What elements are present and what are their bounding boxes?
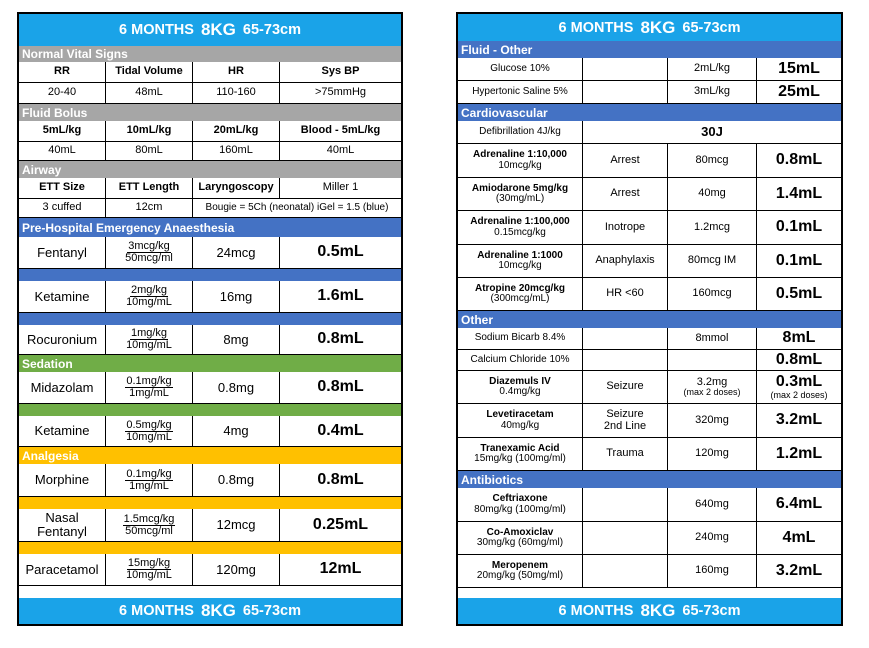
antibiotic-indication xyxy=(583,488,668,522)
cardio-drug xyxy=(458,178,583,211)
drug-fraction xyxy=(106,325,193,355)
cardio-drug xyxy=(458,211,583,245)
fluid-row-hypertonic xyxy=(458,81,841,104)
other-dose xyxy=(668,350,757,371)
drug-rate: 2mg/kg xyxy=(130,284,168,296)
cardio-row xyxy=(458,211,841,245)
cardio-dose: 1.2mcg xyxy=(668,211,757,245)
drug-fraction xyxy=(106,554,193,586)
other-row xyxy=(458,371,841,404)
other-dose-value: 3.2mg xyxy=(696,375,728,388)
length-label: 65-73cm xyxy=(242,22,301,38)
antibiotic-name: Meropenem xyxy=(491,559,549,571)
drug-fraction xyxy=(106,372,193,404)
antibiotic-drug xyxy=(458,555,583,588)
drug-volume: 1.6mL xyxy=(280,281,401,313)
other-indication xyxy=(583,328,668,350)
drug-rate: 0.1mg/kg xyxy=(126,467,172,480)
fluid-volume: 15mL xyxy=(757,58,841,81)
other-volume-note: (max 2 doses) xyxy=(770,389,828,400)
other-indication-text: Trauma xyxy=(606,447,644,460)
antibiotic-indication xyxy=(583,522,668,555)
drug-dose: 0.8mg xyxy=(193,464,280,497)
fluid-dose: 2mL/kg xyxy=(668,58,757,81)
antibiotic-name: Co-Amoxiclav xyxy=(486,526,554,538)
sedation-spacer xyxy=(19,404,401,416)
bottom-banner-right xyxy=(458,598,841,624)
drug-row-fentanyl xyxy=(19,237,401,269)
cardio-indication: Arrest xyxy=(583,144,668,178)
other-volume xyxy=(757,371,841,404)
drug-row-ketamine-sedation xyxy=(19,416,401,447)
antibiotic-volume: 3.2mL xyxy=(757,555,841,588)
other-section-header: Other xyxy=(458,311,841,328)
vitals-header: HR xyxy=(193,62,280,83)
analgesia-spacer xyxy=(19,497,401,509)
airway-value: 3 cuffed xyxy=(19,199,106,218)
weight-label: 8KG xyxy=(200,20,236,39)
fluid-volume: 25mL xyxy=(757,81,841,104)
drug-concentration: 10mg/mL xyxy=(126,339,172,351)
age-label: 6 MONTHS xyxy=(119,22,194,38)
fluid-row-glucose xyxy=(458,58,841,81)
vitals-header-row xyxy=(19,62,401,83)
airway-value-row xyxy=(19,199,401,218)
defib-row xyxy=(458,121,841,144)
airway-header: Miller 1 xyxy=(280,178,401,199)
airway-value: 12cm xyxy=(106,199,193,218)
drug-rate: 3mcg/kg xyxy=(128,240,170,252)
cardio-drug xyxy=(458,245,583,278)
cardio-row xyxy=(458,245,841,278)
drug-fraction xyxy=(106,464,193,497)
top-banner-right xyxy=(458,14,841,41)
length-label: 65-73cm xyxy=(682,19,741,36)
cardio-drug-dose-rate: (30mg/mL) xyxy=(495,193,545,204)
drug-concentration: 50mcg/ml xyxy=(125,252,173,264)
antibiotic-drug xyxy=(458,488,583,522)
bolus-value: 40mL xyxy=(19,142,106,161)
antibiotic-drug xyxy=(458,522,583,555)
other-volume xyxy=(757,404,841,438)
age-label: 6 MONTHS xyxy=(558,19,634,36)
fluid-name: Hypertonic Saline 5% xyxy=(458,81,583,104)
cardio-drug xyxy=(458,278,583,311)
cardio-drug-dose-rate: 10mcg/kg xyxy=(498,159,542,171)
cardio-drug-dose-rate: 10mcg/kg xyxy=(498,260,542,271)
drug-rate: 15mg/kg xyxy=(127,557,171,569)
cardio-drug-dose-rate: 0.15mcg/kg xyxy=(494,226,546,238)
other-drug-name: Tranexamic Acid xyxy=(480,442,560,454)
bolus-value: 160mL xyxy=(193,142,280,161)
cardio-volume: 0.8mL xyxy=(757,144,841,178)
age-label: 6 MONTHS xyxy=(119,603,194,619)
other-dose xyxy=(668,404,757,438)
cardio-drug-name: Adrenaline 1:1000 xyxy=(477,249,563,261)
cardio-row xyxy=(458,144,841,178)
fluid-indication xyxy=(583,58,668,81)
left-card xyxy=(17,12,403,626)
other-drug xyxy=(458,438,583,471)
antibiotic-dose: 160mg xyxy=(668,555,757,588)
bolus-header: 5mL/kg xyxy=(19,121,106,142)
other-volume-value: 1.2mL xyxy=(775,444,823,462)
other-indication xyxy=(583,371,668,404)
cardio-drug xyxy=(458,144,583,178)
drug-rate: 0.5mg/kg xyxy=(126,418,172,431)
drug-rate: 0.1mg/kg xyxy=(126,375,172,387)
drug-name: Morphine xyxy=(19,464,106,497)
sedation-section-header: Sedation xyxy=(19,355,401,372)
drug-concentration: 1mg/mL xyxy=(129,387,169,399)
drug-rate: 1.5mcg/kg xyxy=(123,512,175,525)
drug-volume: 0.8mL xyxy=(280,464,401,497)
cardio-indication: HR <60 xyxy=(583,278,668,311)
length-label: 65-73cm xyxy=(242,603,301,619)
right-card xyxy=(456,12,843,626)
phea-spacer xyxy=(19,313,401,325)
other-volume: 8mL xyxy=(757,328,841,350)
antibiotic-volume: 4mL xyxy=(757,522,841,555)
other-dose-note: (max 2 doses) xyxy=(683,387,741,398)
top-banner-left xyxy=(19,14,401,46)
cardiovascular-section-header: Cardiovascular xyxy=(458,104,841,121)
other-drug-name: Sodium Bicarb 8.4% xyxy=(458,328,583,350)
cardio-drug-name: Adrenaline 1:100,000 xyxy=(470,216,570,227)
drug-name: Fentanyl xyxy=(19,237,106,269)
vitals-value-row xyxy=(19,83,401,104)
other-drug-dose-rate: 0.4mg/kg xyxy=(499,386,541,397)
antibiotics-section-header: Antibiotics xyxy=(458,471,841,488)
cardio-dose: 40mg xyxy=(668,178,757,211)
vitals-header: Tidal Volume xyxy=(106,62,193,83)
length-label: 65-73cm xyxy=(682,603,741,619)
drug-dose: 120mg xyxy=(193,554,280,586)
bolus-header-row xyxy=(19,121,401,142)
antibiotic-row xyxy=(458,555,841,588)
vitals-header: RR xyxy=(19,62,106,83)
phea-section-header: Pre-Hospital Emergency Anaesthesia xyxy=(19,218,401,237)
other-drug-name: Diazemuls IV xyxy=(489,375,551,387)
vitals-value: >75mmHg xyxy=(280,83,401,104)
cardio-drug-name: Amiodarone 5mg/kg xyxy=(471,182,569,194)
other-volume-value: 3.2mL xyxy=(775,411,823,429)
other-drug-dose-rate: 15mg/kg (100mg/ml) xyxy=(474,453,566,464)
other-drug-name: Levetiracetam xyxy=(486,409,554,420)
drug-rate: 1mg/kg xyxy=(130,327,168,339)
bolus-section-header: Fluid Bolus xyxy=(19,104,401,121)
drug-name: Ketamine xyxy=(19,416,106,447)
other-indication xyxy=(583,350,668,371)
antibiotic-row xyxy=(458,488,841,522)
antibiotic-dose: 240mg xyxy=(668,522,757,555)
bolus-header: Blood - 5mL/kg xyxy=(280,121,401,142)
other-dose-value: 320mg xyxy=(695,413,729,426)
drug-fraction xyxy=(106,509,193,542)
cardio-indication: Anaphylaxis xyxy=(583,245,668,278)
other-row xyxy=(458,404,841,438)
weight-label: 8KG xyxy=(200,601,236,620)
other-row-bicarb xyxy=(458,328,841,350)
drug-concentration: 10mg/mL xyxy=(126,569,172,581)
airway-header: ETT Length xyxy=(106,178,193,199)
drug-volume: 0.8mL xyxy=(280,325,401,355)
other-dose xyxy=(668,438,757,471)
bolus-header: 10mL/kg xyxy=(106,121,193,142)
airway-header: ETT Size xyxy=(19,178,106,199)
other-indication-text: Seizure xyxy=(606,407,644,420)
drug-dose: 8mg xyxy=(193,325,280,355)
airway-header-row xyxy=(19,178,401,199)
drug-concentration: 10mg/mL xyxy=(126,430,172,443)
antibiotic-dose-rate: 20mg/kg (50mg/ml) xyxy=(476,570,564,581)
drug-row-ketamine xyxy=(19,281,401,313)
analgesia-spacer xyxy=(19,542,401,554)
drug-concentration: 10mg/mL xyxy=(126,296,172,308)
drug-row-morphine xyxy=(19,464,401,497)
bolus-value: 40mL xyxy=(280,142,401,161)
drug-dose: 4mg xyxy=(193,416,280,447)
drug-row-nasal-fentanyl xyxy=(19,509,401,542)
cardio-indication: Arrest xyxy=(583,178,668,211)
drug-name: Midazolam xyxy=(19,372,106,404)
other-volume-value: 0.3mL xyxy=(775,372,823,390)
analgesia-section-header: Analgesia xyxy=(19,447,401,464)
other-indication xyxy=(583,438,668,471)
cardio-drug-name: Adrenaline 1:10,000 xyxy=(473,149,567,160)
cardio-drug-name: Atropine 20mcg/kg xyxy=(474,282,566,294)
drug-name: Nasal Fentanyl xyxy=(19,509,106,542)
fluid-dose: 3mL/kg xyxy=(668,81,757,104)
cardio-volume: 0.1mL xyxy=(757,211,841,245)
other-row xyxy=(458,438,841,471)
other-volume: 0.8mL xyxy=(757,350,841,371)
age-label: 6 MONTHS xyxy=(558,603,634,619)
bolus-header: 20mL/kg xyxy=(193,121,280,142)
drug-volume: 0.8mL xyxy=(280,372,401,404)
drug-name: Paracetamol xyxy=(19,554,106,586)
vitals-value: 48mL xyxy=(106,83,193,104)
drug-row-rocuronium xyxy=(19,325,401,355)
bottom-banner-left xyxy=(19,598,401,624)
antibiotic-volume: 6.4mL xyxy=(757,488,841,522)
vitals-value: 110-160 xyxy=(193,83,280,104)
antibiotic-name: Ceftriaxone xyxy=(492,493,548,504)
other-indication-text: Seizure xyxy=(606,380,644,393)
bolus-value-row xyxy=(19,142,401,161)
drug-row-midazolam xyxy=(19,372,401,404)
drug-fraction xyxy=(106,281,193,313)
drug-dose: 12mcg xyxy=(193,509,280,542)
vitals-section-header: Normal Vital Signs xyxy=(19,46,401,62)
cardio-drug-dose-rate: (300mcg/mL) xyxy=(490,293,550,304)
other-drug-name: Calcium Chloride 10% xyxy=(458,350,583,371)
weight-label: 8KG xyxy=(640,601,676,620)
airway-header: Laryngoscopy xyxy=(193,178,280,199)
drug-volume: 0.5mL xyxy=(280,237,401,269)
fluid-other-section-header: Fluid - Other xyxy=(458,41,841,58)
fluid-indication xyxy=(583,81,668,104)
drug-dose: 24mcg xyxy=(193,237,280,269)
drug-concentration: 50mcg/ml xyxy=(125,524,173,537)
other-indication xyxy=(583,404,668,438)
bolus-value: 80mL xyxy=(106,142,193,161)
cardio-volume: 1.4mL xyxy=(757,178,841,211)
antibiotic-indication xyxy=(583,555,668,588)
drug-dose: 0.8mg xyxy=(193,372,280,404)
drug-name: Ketamine xyxy=(19,281,106,313)
other-indication-text: 2nd Line xyxy=(603,419,647,432)
other-row-calcium xyxy=(458,350,841,371)
drug-row-paracetamol xyxy=(19,554,401,586)
cardio-volume: 0.5mL xyxy=(757,278,841,311)
drug-volume: 0.25mL xyxy=(280,509,401,542)
antibiotic-dose: 640mg xyxy=(668,488,757,522)
other-drug xyxy=(458,371,583,404)
phea-spacer xyxy=(19,269,401,281)
drug-fraction xyxy=(106,416,193,447)
cardio-indication: Inotrope xyxy=(583,211,668,245)
other-dose-value: 120mg xyxy=(695,447,729,460)
cardio-row xyxy=(458,278,841,311)
other-drug-dose-rate: 40mg/kg xyxy=(500,419,540,431)
defib-label: Defibrillation 4J/kg xyxy=(458,121,583,144)
cardio-dose: 80mcg IM xyxy=(668,245,757,278)
other-drug xyxy=(458,404,583,438)
drug-volume: 12mL xyxy=(280,554,401,586)
drug-volume: 0.4mL xyxy=(280,416,401,447)
other-dose xyxy=(668,371,757,404)
drug-concentration: 1mg/mL xyxy=(129,479,169,492)
other-dose: 8mmol xyxy=(668,328,757,350)
antibiotic-dose-rate: 30mg/kg (60mg/ml) xyxy=(476,537,564,548)
airway-section-header: Airway xyxy=(19,161,401,178)
cardio-volume: 0.1mL xyxy=(757,245,841,278)
drug-fraction xyxy=(106,237,193,269)
cardio-dose: 80mcg xyxy=(668,144,757,178)
airway-value: Bougie = 5Ch (neonatal) iGel = 1.5 (blue) xyxy=(193,199,401,218)
antibiotic-row xyxy=(458,522,841,555)
weight-label: 8KG xyxy=(640,17,676,37)
antibiotic-dose-rate: 80mg/kg (100mg/ml) xyxy=(474,503,566,515)
drug-name: Rocuronium xyxy=(19,325,106,355)
fluid-name: Glucose 10% xyxy=(458,58,583,81)
defib-value: 30J xyxy=(583,121,841,144)
vitals-value: 20-40 xyxy=(19,83,106,104)
other-volume xyxy=(757,438,841,471)
cardio-dose: 160mcg xyxy=(668,278,757,311)
vitals-header: Sys BP xyxy=(280,62,401,83)
cardio-row xyxy=(458,178,841,211)
drug-dose: 16mg xyxy=(193,281,280,313)
